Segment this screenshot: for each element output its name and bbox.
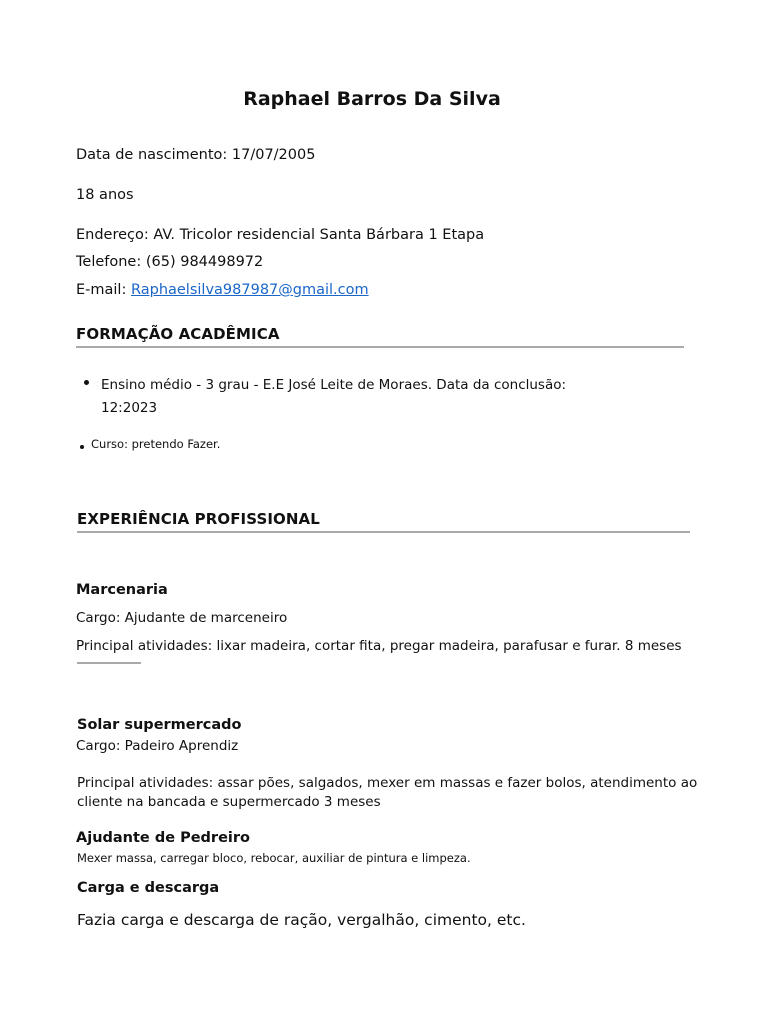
education-heading: FORMAÇÃO ACADÊMICA (76, 325, 280, 343)
job-4-activities: Fazia carga e descarga de ração, vergalhão, cimento, etc. (77, 911, 526, 929)
address: Endereço: AV. Tricolor residencial Santa Bárbara 1 Etapa (76, 227, 485, 243)
bullet-icon (80, 445, 84, 449)
job-2-activities-line2: cliente na bancada e supermercado 3 meses (77, 794, 381, 810)
job-3-activities: Mexer massa, carregar bloco, rebocar, auxiliar de pintura e limpeza. (77, 851, 471, 865)
email-label: E-mail: (76, 282, 127, 298)
job-2-activities-line1: Principal atividades: assar pões, salgados, mexer em massas e fazer bolos, atendimento ao (77, 775, 698, 791)
job-3-title: Ajudante de Pedreiro (76, 830, 250, 846)
job-2-title: Solar supermercado (77, 717, 242, 733)
job-1-title: Marcenaria (76, 582, 168, 598)
email-link[interactable]: Raphaelsilva987987@gmail.com (130, 282, 369, 298)
job-1-activities: Principal atividades: lixar madeira, cortar fita, pregar madeira, parafusar e furar. 8 meses (76, 638, 682, 654)
education-item-1-line2: 12:2023 (101, 400, 158, 416)
age: 18 anos (76, 187, 134, 203)
education-item-1-line1: Ensino médio - 3 grau - E.E José Leite de Moraes. Data da conclusão: (101, 377, 567, 393)
job-1-role: Cargo: Ajudante de marceneiro (76, 610, 288, 626)
candidate-name: Raphael Barros Da Silva (243, 88, 501, 110)
email-row (76, 282, 369, 298)
job-1-divider (77, 662, 141, 664)
job-4-title: Carga e descarga (77, 880, 220, 896)
phone: Telefone: (65) 984498972 (76, 254, 264, 270)
experience-divider (77, 531, 690, 533)
experience-heading: EXPERIÊNCIA PROFISSIONAL (77, 510, 320, 528)
job-2-role: Cargo: Padeiro Aprendiz (76, 738, 239, 754)
bullet-icon (84, 380, 89, 385)
education-divider (76, 346, 684, 348)
education-item-2: Curso: pretendo Fazer. (91, 437, 221, 451)
birth-date: Data de nascimento: 17/07/2005 (76, 147, 316, 163)
